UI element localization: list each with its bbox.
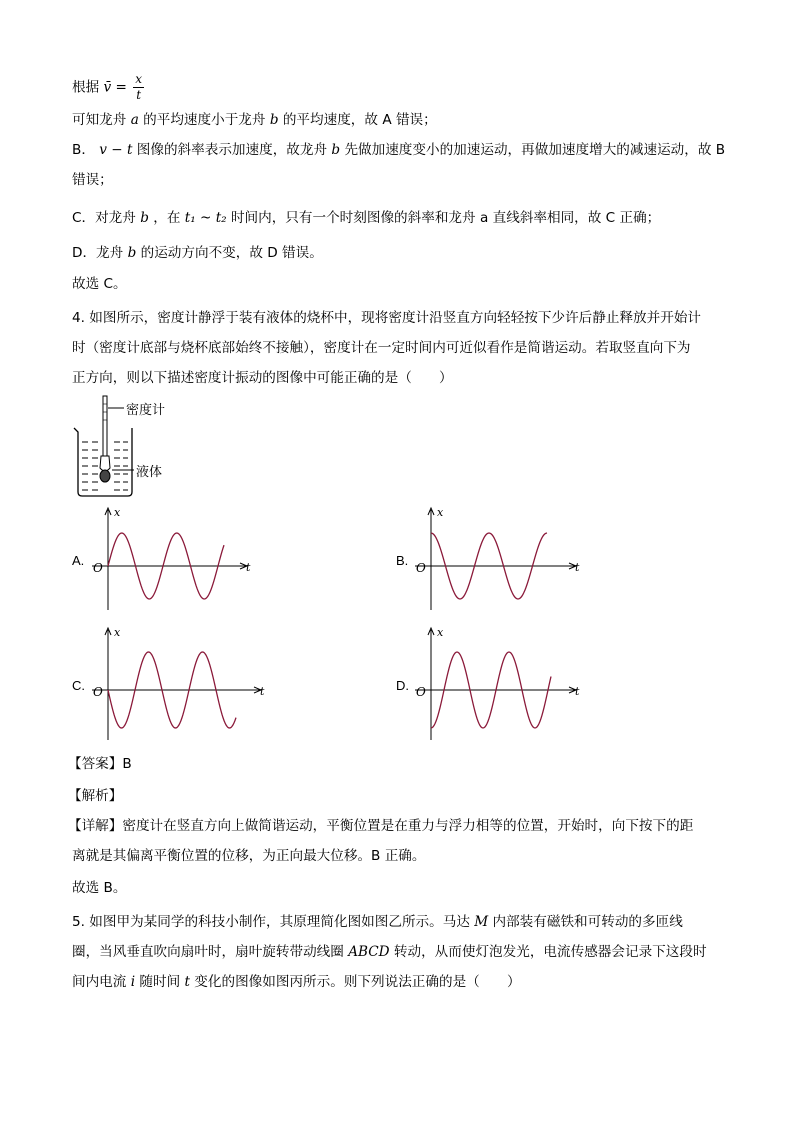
option-a-graph[interactable] xyxy=(92,502,252,614)
question4-choice: 故选 B。 xyxy=(72,880,127,896)
var-t-range: t₁ ~ t₂ xyxy=(184,210,227,226)
y-axis-label: x xyxy=(437,626,444,639)
var-t: t xyxy=(184,974,190,990)
formula-numerator: x xyxy=(135,72,143,86)
option-a-label[interactable]: A. xyxy=(72,553,85,568)
question5-line1 xyxy=(72,912,683,932)
text: 的平均速度小于龙舟 xyxy=(143,112,266,128)
formula-fraction xyxy=(133,72,144,103)
text: 间内电流 xyxy=(72,974,127,990)
solution-line-d xyxy=(72,243,323,263)
text: 5. 如图甲为某同学的科技小制作，其原理简化图如图乙所示。马达 xyxy=(72,914,470,930)
text: 转动，从而使灯泡发光，电流传感器会记录下这段时 xyxy=(393,944,707,960)
text: 随时间 xyxy=(139,974,181,990)
text: 可知龙舟 xyxy=(72,112,127,128)
text: 时间内，只有一个时刻图像的斜率和龙舟 a 直线斜率相同，故 C 正确； xyxy=(230,210,661,226)
var-vt: v − t xyxy=(99,142,133,158)
text: 的平均速度，故 A 错误； xyxy=(282,112,437,128)
origin-label: O xyxy=(416,685,426,699)
detail-line2: 离就是其偏离平衡位置的位移，为正向最大位移。B 正确。 xyxy=(72,848,426,864)
var-b: b xyxy=(140,210,149,226)
option-b-label[interactable]: B. xyxy=(396,553,409,568)
text: 的运动方向不变，故 D 错误。 xyxy=(140,245,323,261)
text: 先做加速度变小的加速运动，再做加速度增大的减速运动，故 B xyxy=(344,142,726,158)
x-axis-label: t xyxy=(575,685,580,698)
text: 图像的斜率表示加速度，故龙舟 xyxy=(136,142,328,158)
option-c-graph[interactable] xyxy=(92,622,267,744)
x-axis-label: t xyxy=(260,685,265,698)
x-axis-label: t xyxy=(246,561,251,574)
solution-line-a xyxy=(72,110,437,130)
beaker-figure xyxy=(68,392,188,500)
question4-line2: 时（密度计底部与烧杯底部始终不接触），密度计在一定时间内可近似看作是简谐运动。若取竖直向下为 xyxy=(72,340,691,356)
var-i: i xyxy=(130,974,136,990)
label-densimeter: 密度计 xyxy=(126,403,166,418)
var-b: b xyxy=(127,245,137,261)
text: 变化的图像如图丙所示。则下列说法正确的是（ ） xyxy=(194,974,521,990)
answer: 【答案】B xyxy=(68,756,132,772)
text: B． xyxy=(72,142,95,158)
question5-line3 xyxy=(72,972,521,992)
solution-choice: 故选 C。 xyxy=(72,276,127,292)
option-d-graph[interactable] xyxy=(415,622,585,744)
text: ，在 xyxy=(153,210,181,226)
formula-lhs: v̄ = xyxy=(103,79,127,96)
solution-line-c xyxy=(72,208,660,228)
x-axis-label: t xyxy=(575,561,580,574)
detail-line1: 【详解】密度计在竖直方向上做简谐运动，平衡位置是在重力与浮力相等的位置，开始时，向下按下的距 xyxy=(68,818,694,834)
var-b: b xyxy=(331,142,341,158)
question5-line2 xyxy=(72,942,707,962)
solution-line-b xyxy=(72,140,725,160)
question4-line3: 正方向，则以下描述密度计振动的图像中可能正确的是（ ） xyxy=(72,370,453,386)
var-abcd: ABCD xyxy=(348,944,390,960)
option-b-graph[interactable] xyxy=(415,502,585,614)
formula-line xyxy=(72,72,144,103)
text: 内部装有磁铁和可转动的多匝线 xyxy=(492,914,683,930)
label-liquid: 液体 xyxy=(136,465,163,480)
origin-label: O xyxy=(416,561,426,575)
solution-line-b-cont: 错误； xyxy=(72,172,113,188)
formula-prefix: 根据 xyxy=(72,79,100,96)
analysis-heading: 【解析】 xyxy=(68,788,123,804)
option-d-label[interactable]: D. xyxy=(396,678,409,693)
text: 圈，当风垂直吹向扇叶时，扇叶旋转带动线圈 xyxy=(72,944,344,960)
var-m: M xyxy=(474,914,489,930)
formula-denominator: t xyxy=(136,88,142,102)
option-c-label[interactable]: C. xyxy=(72,678,85,693)
y-axis-label: x xyxy=(114,506,121,519)
text: C．对龙舟 xyxy=(72,210,136,226)
text: D．龙舟 xyxy=(72,245,124,261)
densimeter xyxy=(100,396,110,482)
var-a: a xyxy=(130,112,139,128)
y-axis-label: x xyxy=(114,626,121,639)
origin-label: O xyxy=(93,685,103,699)
var-b: b xyxy=(269,112,279,128)
origin-label: O xyxy=(93,561,103,575)
question4-line1: 4. 如图所示，密度计静浮于装有液体的烧杯中，现将密度计沿竖直方向轻轻按下少许后静止释放并开始计 xyxy=(72,310,702,326)
y-axis-label: x xyxy=(437,506,444,519)
